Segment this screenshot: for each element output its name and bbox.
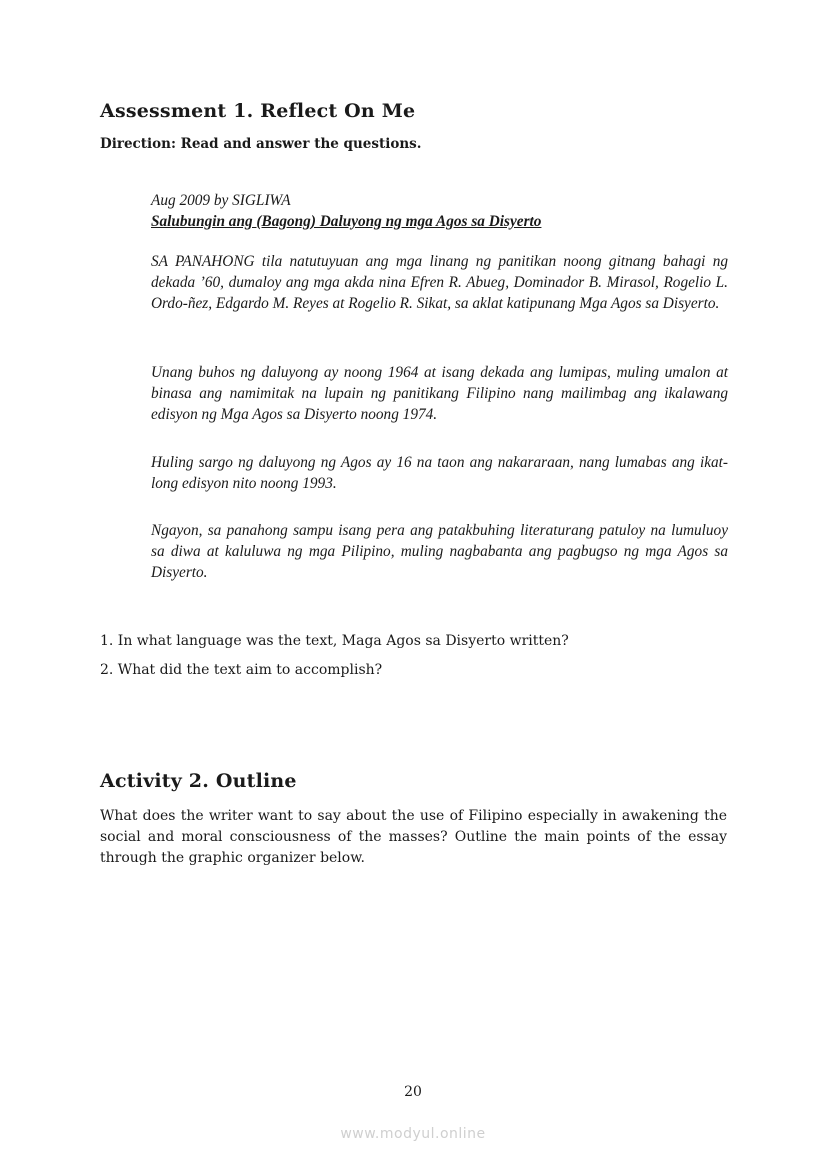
page-number: 20 [404,1084,422,1100]
article-byline: Aug 2009 by SIGLIWA [151,192,291,209]
article-paragraph-4: Ngayon, sa panahong sampu isang pera ang patakbuhing literaturang patuloy na lumuluoy sa diwa at kaluluwa ng mga Pilipino, muling nagbabanta ang pagbugso ng mga Agos sa Disyerto. [151,522,728,581]
activity-instructions: What does the writer want to say about the use of Filipino especially in awakening the social and moral consciousness of the masses? Outline the main points of the essay through the graphic organizer below. [100,808,727,866]
watermark: www.modyul.online [340,1126,486,1142]
article-excerpt [151,190,728,581]
direction-text: Direction: Read and answer the questions. [100,136,422,152]
article-paragraph-1: SA PANAHONG tila natutuyuan ang mga linang ng panitikan noong gitnang bahagi ng dekada ’60, dumaloy ang mga akda nina Efren R. Abueg, Dominador B. Mirasol, Rogelio L. Ordo-ñez, Edgardo M. Reyes at Rogelio R. Sikat, sa aklat katipunang Mga Agos sa Disyerto. [151,253,728,312]
question-1: 1. In what language was the text, Maga Agos sa Disyerto written? [100,633,569,649]
assessment-title: Assessment 1. Reflect On Me [100,100,416,122]
article-paragraph-2: Unang buhos ng daluyong ay noong 1964 at isang dekada ang lumipas, muling umalon at binasa ang namimitak na lupain ng panitikang Filipino nang mailimbag ang ikalawang edisyon ng Mga Agos sa Disyerto noong 1974. [151,364,728,423]
activity-title: Activity 2. Outline [100,770,297,792]
article-headline: Salubungin ang (Bagong) Daluyong ng mga Agos sa Disyerto [151,213,542,230]
article-paragraph-3: Huling sargo ng daluyong ng Agos ay 16 na taon ang nakararaan, nang lumabas ang ikat-long edisyon nito noong 1993. [151,454,728,492]
question-2: 2. What did the text aim to accomplish? [100,662,383,678]
